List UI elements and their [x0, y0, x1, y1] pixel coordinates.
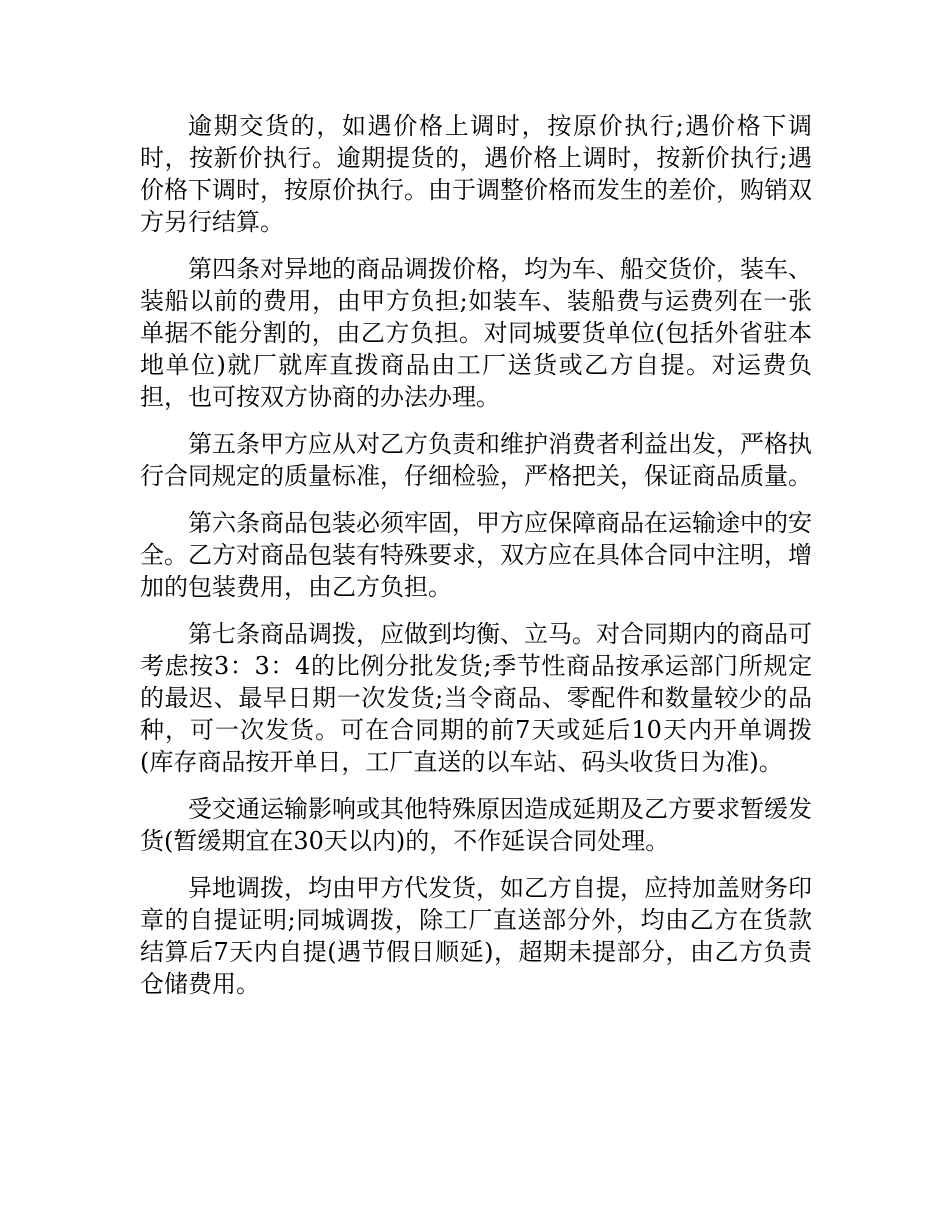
paragraph-article-6: 第六条商品包装必须牢固，甲方应保障商品在运输途中的安全。乙方对商品包装有特殊要求，双方应在具体合同中注明，增加的包装费用，由乙方负担。: [140, 509, 812, 601]
paragraph-overdue-delivery: 逾期交货的，如遇价格上调时，按原价执行;遇价格下调时，按新价执行。逾期提货的，遇价格上调时，按新价执行;遇价格下调时，按原价执行。由于调整价格而发生的差价，购销双方另行结算。: [140, 112, 812, 236]
paragraph-remote-transfer: 异地调拨，均由甲方代发货，如乙方自提，应持加盖财务印章的自提证明;同城调拨，除工厂直送部分外，均由乙方在货款结算后7天内自提(遇节假日顺延)，超期未提部分，由乙方负责仓储费用。: [140, 874, 812, 998]
paragraph-article-5: 第五条甲方应从对乙方负责和维护消费者利益出发，严格执行合同规定的质量标准，仔细检验，严格把关，保证商品质量。: [140, 430, 812, 490]
paragraph-article-4: 第四条对异地的商品调拨价格，均为车、船交货价，装车、装船以前的费用，由甲方负担;如装车、装船费与运费列在一张单据不能分割的，由乙方负担。对同城要货单位(包括外省驻本地单位)就厂就库直拨商品由工厂送货或乙方自提。对运费负担，也可按双方协商的办法办理。: [140, 255, 812, 411]
paragraph-transport-delay: 受交通运输影响或其他特殊原因造成延期及乙方要求暂缓发货(暂缓期宜在30天以内)的，不作延误合同处理。: [140, 795, 812, 855]
document-page: [140, 110, 812, 1015]
paragraph-article-7: 第七条商品调拨，应做到均衡、立马。对合同期内的商品可考虑按3：3：4的比例分批发货;季节性商品按承运部门所规定的最迟、最早日期一次发货;当令商品、零配件和数量较少的品种，可一次发货。可在合同期的前7天或延后10天内开单调拨(库存商品按开单日，工厂直送的以车站、码头收货日为准)。: [140, 620, 812, 776]
